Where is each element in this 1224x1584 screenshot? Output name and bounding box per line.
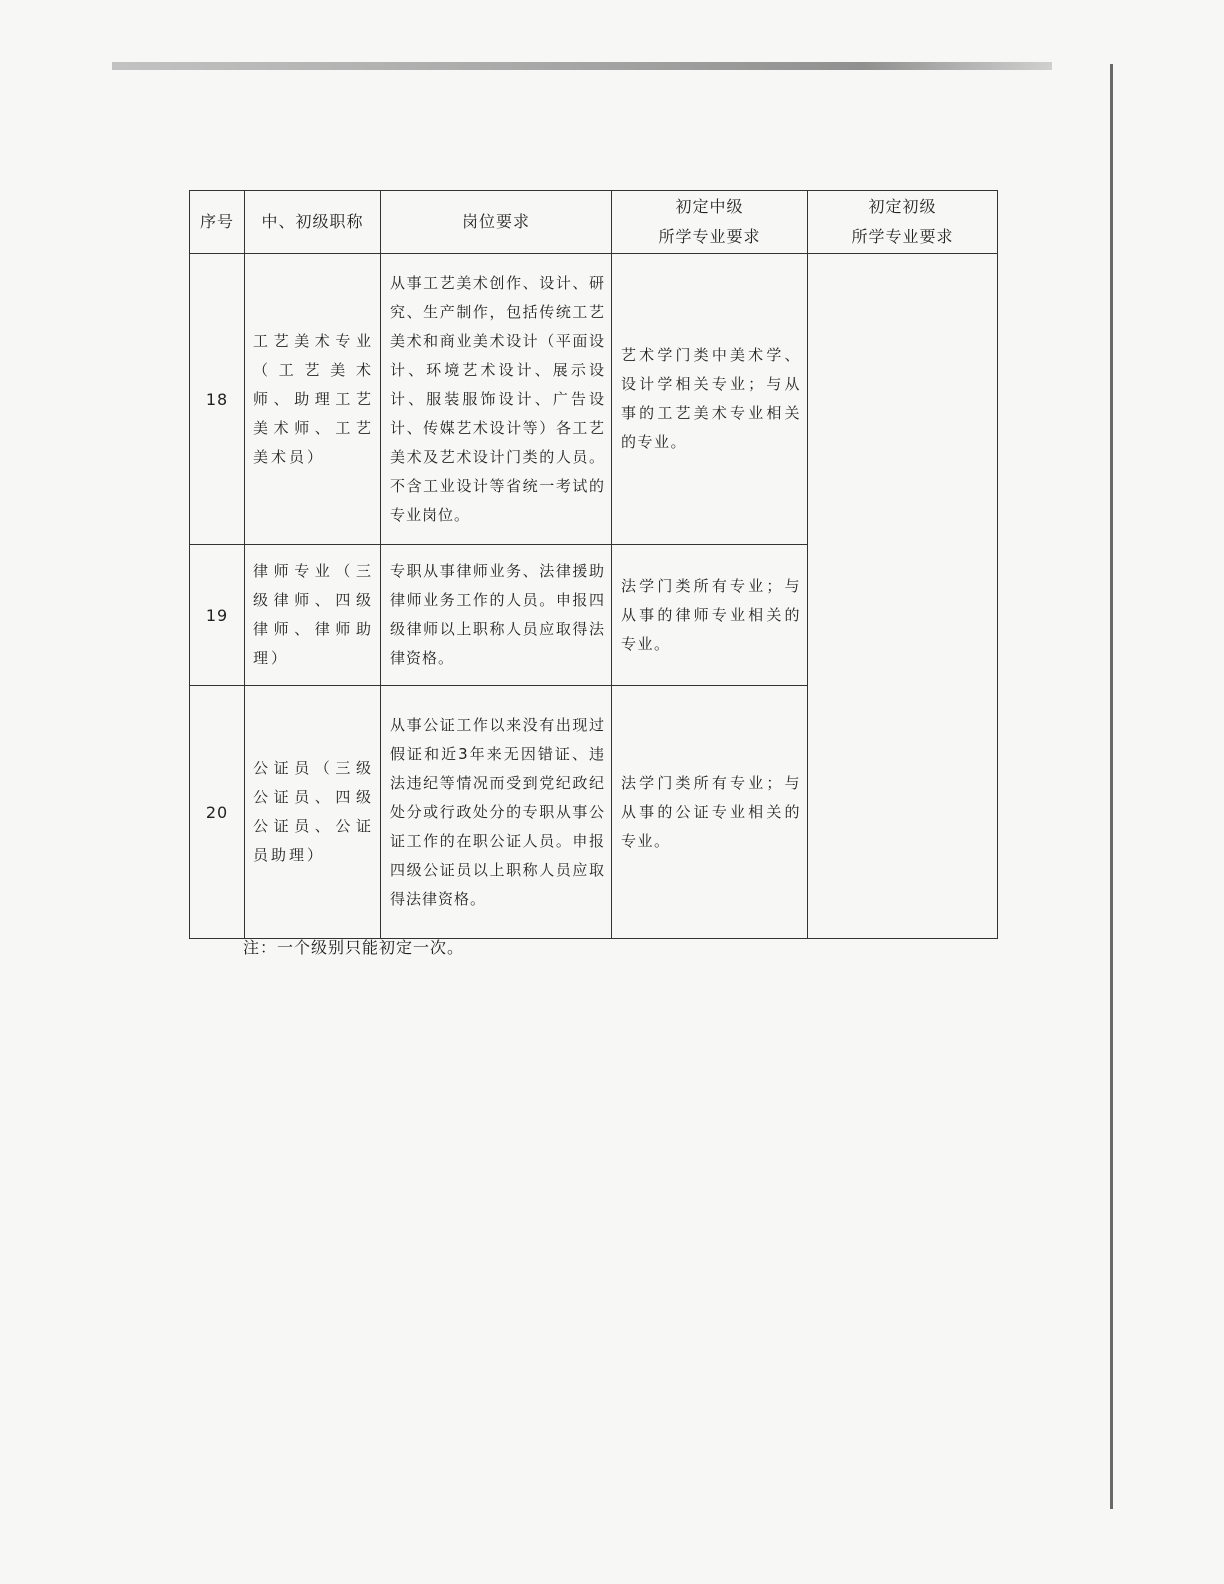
table-header-row [190,191,998,254]
scan-right-edge [1110,64,1113,1509]
row-intermediate: 法学门类所有专业；与从事的律师专业相关的专业。 [612,545,808,686]
header-intermediate-line2: 所学专业要求 [658,227,761,246]
header-seq: 序号 [190,191,245,254]
professional-title-table [189,190,998,939]
scan-top-edge [112,62,1052,70]
row-requirement: 专职从事律师业务、法律援助律师业务工作的人员。申报四级律师以上职称人员应取得法律资格。 [381,545,612,686]
header-initial-line1: 初定初级 [868,197,937,216]
header-title: 中、初级职称 [245,191,381,254]
header-intermediate [612,191,808,254]
row-requirement: 从事公证工作以来没有出现过假证和近3年来无因错证、违法违纪等情况而受到党纪政纪处分或行政处分的专职从事公证工作的在职公证人员。申报四级公证员以上职称人员应取得法律资格。 [381,686,612,939]
row-seq: 20 [190,686,245,939]
initial-column-cell [808,254,998,939]
row-title: 律师专业（三级律师、四级律师、律师助理） [245,545,381,686]
table-row [190,254,998,545]
header-initial-line2: 所学专业要求 [851,227,954,246]
row-intermediate: 法学门类所有专业；与从事的公证专业相关的专业。 [612,686,808,939]
row-seq: 19 [190,545,245,686]
row-requirement: 从事工艺美术创作、设计、研究、生产制作，包括传统工艺美术和商业美术设计（平面设计、环境艺术设计、展示设计、服装服饰设计、广告设计、传媒艺术设计等）各工艺美术及艺术设计门类的人员。不含工业设计等省统一考试的专业岗位。 [381,254,612,545]
header-intermediate-line1: 初定中级 [675,197,744,216]
header-initial [808,191,998,254]
row-seq: 18 [190,254,245,545]
header-requirement: 岗位要求 [381,191,612,254]
row-title: 工艺美术专业（工艺美术师、助理工艺美术师、工艺美术员） [245,254,381,545]
row-title: 公证员（三级公证员、四级公证员、公证员助理） [245,686,381,939]
footnote: 注：一个级别只能初定一次。 [243,938,465,957]
row-intermediate: 艺术学门类中美术学、设计学相关专业；与从事的工艺美术专业相关的专业。 [612,254,808,545]
